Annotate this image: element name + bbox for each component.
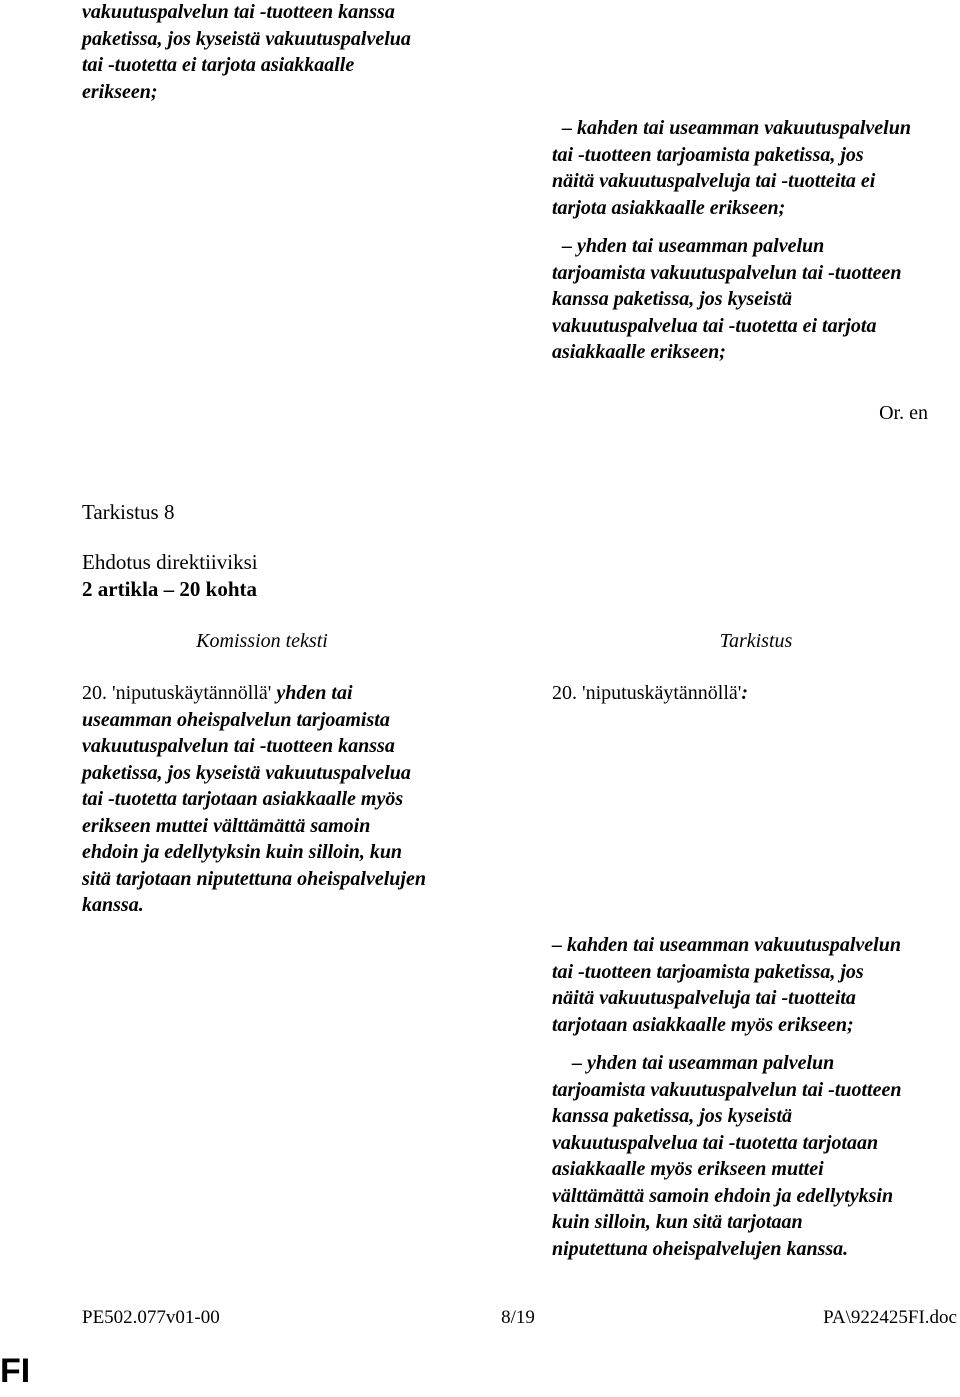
footer-page-number: 8/19 (501, 1307, 535, 1328)
text-line: tai -tuotteen tarjoamista paketissa, jos (552, 143, 864, 166)
text-line: tai -tuotteen tarjoamista paketissa, jos (552, 960, 864, 983)
text-line: tarjota asiakkaalle erikseen; (552, 196, 786, 219)
amendment-item-2 (552, 1050, 902, 1262)
text-line: niputettuna oheispalvelujen kanssa. (552, 1237, 849, 1260)
text-line: asiakkaalle myös erikseen muttei (552, 1158, 824, 1180)
text-line: näitä vakuutuspalveluja tai -tuotteita (552, 987, 856, 1009)
text-line: paketissa, jos kyseistä vakuutuspalvelua (82, 27, 411, 50)
language-code: FI (0, 1352, 31, 1390)
text-line: tai -tuotetta tarjotaan asiakkaalle myös (82, 788, 404, 810)
text-line: paketissa, jos kyseistä vakuutuspalvelua (82, 761, 411, 784)
proposal-label: Ehdotus direktiiviksi (82, 550, 258, 574)
top-left-continuation (82, 0, 411, 105)
text-line: kuin silloin, kun sitä tarjotaan (552, 1211, 803, 1233)
text-line: – kahden tai useamman vakuutuspalvelun (562, 117, 911, 139)
text-line: näitä vakuutuspalveluja tai -tuotteita ei (552, 170, 876, 192)
article-reference: 2 artikla – 20 kohta (82, 577, 258, 601)
text-line: – kahden tai useamman vakuutuspalvelun (552, 934, 901, 956)
text-line: kanssa paketissa, jos kyseistä (552, 288, 793, 310)
text-line: – yhden tai useamman palvelun (562, 235, 825, 257)
text-line: sitä tarjotaan niputettuna oheispalvelujen (82, 867, 426, 890)
text-line: tarjoamista vakuutuspalvelun tai -tuotteen (552, 261, 902, 284)
text-line: erikseen; (82, 80, 158, 103)
commission-text-header: Komission teksti (196, 630, 328, 652)
amendment-item-1 (552, 932, 901, 1038)
text-line: vakuutuspalvelun tai -tuotteen kanssa (82, 1, 395, 23)
text-line: useamman oheispalvelun tarjoamista (82, 708, 390, 731)
definition-term: 20. 'niputuskäytännöllä' (552, 682, 742, 704)
text-line (82, 680, 426, 707)
original-language-note: Or. en (879, 402, 928, 424)
text-line: välttämättä samoin ehdoin ja edellytyksin (552, 1184, 894, 1207)
text-line: kanssa. (82, 894, 144, 916)
deleted-text: yhden tai (276, 682, 353, 704)
text-line: ehdoin ja edellytyksin kuin silloin, kun (82, 841, 403, 863)
text-line: – yhden tai useamman palvelun (572, 1052, 835, 1074)
text-line: erikseen muttei välttämättä samoin (82, 814, 371, 837)
top-right-item-1 (552, 115, 911, 221)
footer-file-name: PA\922425FI.doc (823, 1307, 957, 1328)
text-line: vakuutuspalvelun tai -tuotteen kanssa (82, 735, 395, 757)
definition-term: 20. 'niputuskäytännöllä' (82, 682, 277, 704)
amendment-text-body (552, 680, 748, 707)
top-right-item-2 (552, 233, 902, 366)
text-line: kanssa paketissa, jos kyseistä (552, 1105, 793, 1127)
commission-text-body (82, 680, 426, 919)
inserted-colon: : (741, 682, 749, 704)
amendment-column-header: Tarkistus (719, 630, 793, 652)
text-line: asiakkaalle erikseen; (552, 341, 726, 363)
text-line: vakuutuspalvelua tai -tuotetta ei tarjota (552, 314, 877, 337)
text-line: vakuutuspalvelua tai -tuotetta tarjotaan (552, 1131, 879, 1154)
footer-doc-ref: PE502.077v01-00 (82, 1307, 220, 1328)
text-line: tai -tuotetta ei tarjota asiakkaalle (82, 54, 355, 76)
text-line (552, 680, 748, 707)
text-line: tarjotaan asiakkaalle myös erikseen; (552, 1013, 854, 1036)
amendment-title: Tarkistus 8 (82, 500, 175, 524)
text-line: tarjoamista vakuutuspalvelun tai -tuotteen (552, 1078, 902, 1101)
